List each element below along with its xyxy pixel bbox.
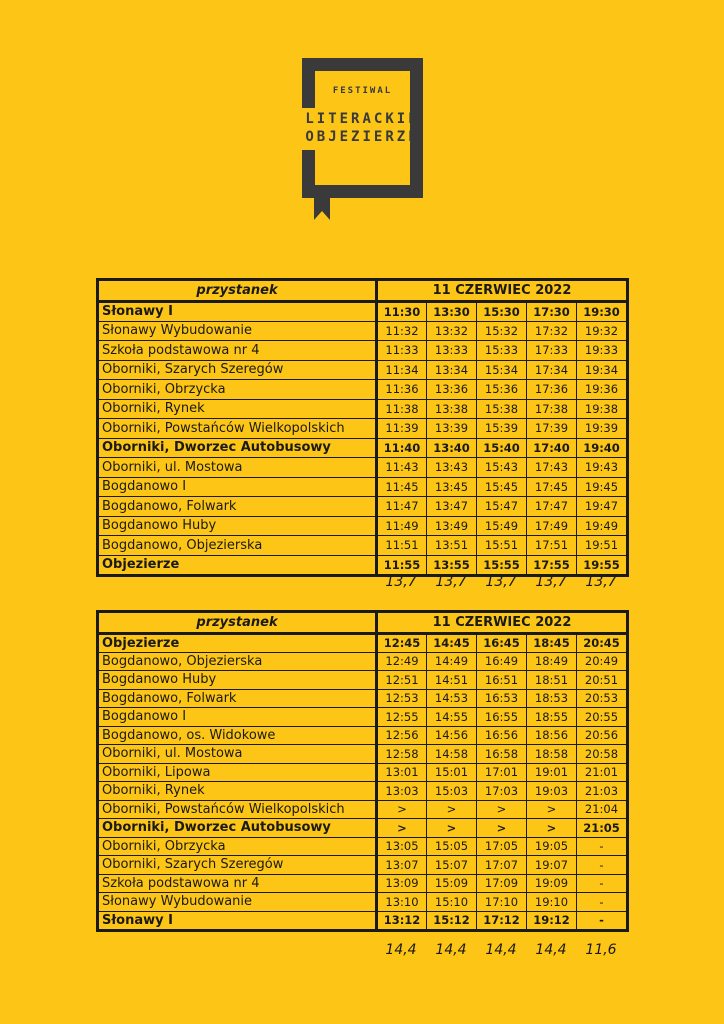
departure-time: 13:45: [427, 477, 477, 497]
departure-time: 20:53: [577, 689, 627, 708]
logo-line-3: OBJEZIERZE: [305, 129, 420, 145]
departure-time: 15:39: [477, 419, 527, 439]
distance-km: 13,7: [585, 574, 617, 590]
departure-time: 15:05: [427, 837, 477, 856]
departure-time: 19:34: [577, 360, 627, 380]
departure-time: 12:49: [377, 652, 427, 671]
distance-row-outbound: [376, 574, 626, 590]
table-row: [99, 438, 627, 458]
stop-name: Oborniki, Powstańców Wielkopolskich: [99, 419, 377, 439]
departure-time: 16:55: [477, 708, 527, 727]
stop-name: Oborniki, Rynek: [99, 399, 377, 419]
stop-name: Słonawy I: [99, 911, 377, 930]
table-row: [99, 689, 627, 708]
stop-name: Objezierze: [99, 634, 377, 653]
departure-time: 19:12: [527, 911, 577, 930]
departure-time: 13:33: [427, 341, 477, 361]
departure-time: 11:32: [377, 321, 427, 341]
departure-time: 19:49: [577, 516, 627, 536]
stop-name: Oborniki, Dworzec Autobusowy: [99, 438, 377, 458]
table-row: [99, 321, 627, 341]
departure-time: 15:47: [477, 497, 527, 517]
departure-time: 21:03: [577, 782, 627, 801]
departure-time: 13:34: [427, 360, 477, 380]
timetable-return: [98, 612, 627, 930]
departure-time: 19:03: [527, 782, 577, 801]
distance-km: 13,7: [535, 574, 567, 590]
stop-name: Szkoła podstawowa nr 4: [99, 874, 377, 893]
departure-time: -: [577, 911, 627, 930]
table-row: [99, 856, 627, 875]
distance-km: 14,4: [485, 942, 517, 958]
departure-time: 17:39: [527, 419, 577, 439]
departure-time: 21:05: [577, 819, 627, 838]
departure-time: 17:30: [527, 302, 577, 322]
departure-time: 19:09: [527, 874, 577, 893]
departure-time: 17:40: [527, 438, 577, 458]
stop-name: Oborniki, ul. Mostowa: [99, 458, 377, 478]
departure-time: 19:05: [527, 837, 577, 856]
departure-time: 14:51: [427, 671, 477, 690]
table-row: [99, 302, 627, 322]
departure-time: 21:04: [577, 800, 627, 819]
departure-time: 19:45: [577, 477, 627, 497]
stop-name: Oborniki, Obrzycka: [99, 380, 377, 400]
stop-name: Oborniki, Lipowa: [99, 763, 377, 782]
stop-name: Oborniki, Szarych Szeregów: [99, 360, 377, 380]
table-row: [99, 782, 627, 801]
departure-time: 18:58: [527, 745, 577, 764]
departure-time: 17:01: [477, 763, 527, 782]
departure-time: 18:56: [527, 726, 577, 745]
table-row: [99, 726, 627, 745]
departure-time: 17:51: [527, 536, 577, 556]
departure-time: 15:30: [477, 302, 527, 322]
departure-time: 17:36: [527, 380, 577, 400]
table-row: [99, 380, 627, 400]
stop-name: Bogdanowo, Folwark: [99, 497, 377, 517]
departure-time: >: [427, 800, 477, 819]
departure-time: 15:49: [477, 516, 527, 536]
departure-time: 17:55: [527, 555, 577, 575]
departure-time: 15:09: [427, 874, 477, 893]
departure-time: 20:45: [577, 634, 627, 653]
departure-time: 12:45: [377, 634, 427, 653]
table-row: [99, 536, 627, 556]
departure-time: >: [527, 800, 577, 819]
departure-time: 12:58: [377, 745, 427, 764]
table-row: [99, 555, 627, 575]
departure-time: 13:03: [377, 782, 427, 801]
departure-time: 13:12: [377, 911, 427, 930]
stop-name: Bogdanowo, Objezierska: [99, 536, 377, 556]
departure-time: 13:40: [427, 438, 477, 458]
departure-time: 14:49: [427, 652, 477, 671]
table-row: [99, 497, 627, 517]
departure-time: 17:34: [527, 360, 577, 380]
distance-km: 13,7: [385, 574, 417, 590]
departure-time: 13:49: [427, 516, 477, 536]
departure-time: 19:32: [577, 321, 627, 341]
departure-time: 11:40: [377, 438, 427, 458]
departure-time: 17:09: [477, 874, 527, 893]
departure-time: 17:33: [527, 341, 577, 361]
departure-time: 17:45: [527, 477, 577, 497]
table-row: [99, 671, 627, 690]
departure-time: 17:03: [477, 782, 527, 801]
stop-name: Oborniki, Powstańców Wielkopolskich: [99, 800, 377, 819]
departure-time: 17:32: [527, 321, 577, 341]
table-row: [99, 360, 627, 380]
departure-time: >: [527, 819, 577, 838]
departure-time: 19:55: [577, 555, 627, 575]
header-date: 11 CZERWIEC 2022: [377, 613, 627, 634]
departure-time: 19:40: [577, 438, 627, 458]
departure-time: 12:53: [377, 689, 427, 708]
departure-time: 13:32: [427, 321, 477, 341]
stop-name: Oborniki, Rynek: [99, 782, 377, 801]
departure-time: 16:49: [477, 652, 527, 671]
stop-name: Słonawy Wybudowanie: [99, 321, 377, 341]
departure-time: 14:56: [427, 726, 477, 745]
header-stop: przystanek: [99, 281, 377, 302]
stop-name: Szkoła podstawowa nr 4: [99, 341, 377, 361]
stop-name: Bogdanowo, Folwark: [99, 689, 377, 708]
departure-time: 13:10: [377, 893, 427, 912]
departure-time: 20:49: [577, 652, 627, 671]
departure-time: 15:51: [477, 536, 527, 556]
departure-time: 15:43: [477, 458, 527, 478]
departure-time: 18:45: [527, 634, 577, 653]
stop-name: Oborniki, Szarych Szeregów: [99, 856, 377, 875]
departure-time: 17:49: [527, 516, 577, 536]
departure-time: 15:01: [427, 763, 477, 782]
departure-time: 20:56: [577, 726, 627, 745]
departure-time: 18:55: [527, 708, 577, 727]
table-row: [99, 419, 627, 439]
departure-time: 15:32: [477, 321, 527, 341]
departure-time: 13:38: [427, 399, 477, 419]
departure-time: 11:33: [377, 341, 427, 361]
distance-km: 13,7: [435, 574, 467, 590]
table-row: [99, 516, 627, 536]
departure-time: 13:55: [427, 555, 477, 575]
distance-km: 11,6: [585, 942, 617, 958]
departure-time: 15:10: [427, 893, 477, 912]
departure-time: 13:30: [427, 302, 477, 322]
departure-time: 19:01: [527, 763, 577, 782]
departure-time: 14:58: [427, 745, 477, 764]
departure-time: 11:55: [377, 555, 427, 575]
departure-time: 11:36: [377, 380, 427, 400]
departure-time: 17:43: [527, 458, 577, 478]
departure-time: 19:47: [577, 497, 627, 517]
departure-time: 11:30: [377, 302, 427, 322]
festival-logo: [302, 58, 423, 220]
departure-time: 18:51: [527, 671, 577, 690]
departure-time: 20:58: [577, 745, 627, 764]
departure-time: -: [577, 893, 627, 912]
departure-time: 14:45: [427, 634, 477, 653]
departure-time: 19:36: [577, 380, 627, 400]
departure-time: 19:43: [577, 458, 627, 478]
departure-time: 13:51: [427, 536, 477, 556]
table-row: [99, 819, 627, 838]
departure-time: 18:49: [527, 652, 577, 671]
departure-time: 16:56: [477, 726, 527, 745]
departure-time: 15:55: [477, 555, 527, 575]
departure-time: -: [577, 837, 627, 856]
departure-time: 16:51: [477, 671, 527, 690]
departure-time: 19:38: [577, 399, 627, 419]
timetable-outbound: [98, 280, 627, 575]
stop-name: Bogdanowo Huby: [99, 671, 377, 690]
departure-time: 13:47: [427, 497, 477, 517]
departure-time: 13:05: [377, 837, 427, 856]
departure-time: >: [377, 800, 427, 819]
table-row: [99, 763, 627, 782]
departure-time: 16:58: [477, 745, 527, 764]
departure-time: 13:01: [377, 763, 427, 782]
departure-time: 13:36: [427, 380, 477, 400]
departure-time: 11:51: [377, 536, 427, 556]
distance-km: 14,4: [435, 942, 467, 958]
departure-time: 11:38: [377, 399, 427, 419]
departure-time: 13:07: [377, 856, 427, 875]
table-row: [99, 837, 627, 856]
stop-name: Bogdanowo, Objezierska: [99, 652, 377, 671]
stop-name: Bogdanowo Huby: [99, 516, 377, 536]
table-row: [99, 458, 627, 478]
stop-name: Słonawy Wybudowanie: [99, 893, 377, 912]
departure-time: 17:38: [527, 399, 577, 419]
departure-time: 19:30: [577, 302, 627, 322]
table-row: [99, 745, 627, 764]
stop-name: Bogdanowo I: [99, 708, 377, 727]
departure-time: 18:53: [527, 689, 577, 708]
departure-time: >: [427, 819, 477, 838]
logo-line-1: FESTIWAL: [332, 86, 393, 96]
stop-name: Objezierze: [99, 555, 377, 575]
departure-time: 17:12: [477, 911, 527, 930]
departure-time: 14:55: [427, 708, 477, 727]
table-row: [99, 911, 627, 930]
departure-time: 17:47: [527, 497, 577, 517]
table-row: [99, 341, 627, 361]
departure-time: 15:03: [427, 782, 477, 801]
departure-time: 15:12: [427, 911, 477, 930]
departure-time: 11:34: [377, 360, 427, 380]
table-row: [99, 652, 627, 671]
departure-time: -: [577, 856, 627, 875]
stop-name: Bogdanowo, os. Widokowe: [99, 726, 377, 745]
departure-time: 14:53: [427, 689, 477, 708]
departure-time: 19:10: [527, 893, 577, 912]
departure-time: 20:51: [577, 671, 627, 690]
departure-time: 15:38: [477, 399, 527, 419]
table-row: [99, 874, 627, 893]
departure-time: 11:45: [377, 477, 427, 497]
distance-row-return: [376, 942, 626, 958]
departure-time: 15:07: [427, 856, 477, 875]
departure-time: 12:56: [377, 726, 427, 745]
departure-time: -: [577, 874, 627, 893]
table-row: [99, 399, 627, 419]
departure-time: 19:33: [577, 341, 627, 361]
departure-time: 16:53: [477, 689, 527, 708]
table-row: [99, 800, 627, 819]
distance-km: 13,7: [485, 574, 517, 590]
departure-time: >: [477, 819, 527, 838]
stop-name: Słonawy I: [99, 302, 377, 322]
departure-time: 13:39: [427, 419, 477, 439]
distance-km: 14,4: [385, 942, 417, 958]
departure-time: 12:55: [377, 708, 427, 727]
departure-time: 17:05: [477, 837, 527, 856]
departure-time: >: [477, 800, 527, 819]
departure-time: 17:10: [477, 893, 527, 912]
departure-time: 15:36: [477, 380, 527, 400]
table-row: [99, 634, 627, 653]
stop-name: Oborniki, Dworzec Autobusowy: [99, 819, 377, 838]
stop-name: Oborniki, ul. Mostowa: [99, 745, 377, 764]
departure-time: >: [377, 819, 427, 838]
departure-time: 15:45: [477, 477, 527, 497]
departure-time: 11:43: [377, 458, 427, 478]
stop-name: Bogdanowo I: [99, 477, 377, 497]
departure-time: 19:51: [577, 536, 627, 556]
departure-time: 15:33: [477, 341, 527, 361]
departure-time: 16:45: [477, 634, 527, 653]
distance-km: 14,4: [535, 942, 567, 958]
table-row: [99, 477, 627, 497]
departure-time: 13:09: [377, 874, 427, 893]
table-row: [99, 708, 627, 727]
departure-time: 19:39: [577, 419, 627, 439]
departure-time: 15:34: [477, 360, 527, 380]
departure-time: 11:47: [377, 497, 427, 517]
departure-time: 20:55: [577, 708, 627, 727]
departure-time: 11:49: [377, 516, 427, 536]
departure-time: 13:43: [427, 458, 477, 478]
departure-time: 11:39: [377, 419, 427, 439]
header-date: 11 CZERWIEC 2022: [377, 281, 627, 302]
departure-time: 19:07: [527, 856, 577, 875]
logo-line-2: LITERACKIE: [305, 111, 420, 127]
departure-time: 12:51: [377, 671, 427, 690]
stop-name: Oborniki, Obrzycka: [99, 837, 377, 856]
departure-time: 15:40: [477, 438, 527, 458]
table-row: [99, 893, 627, 912]
departure-time: 17:07: [477, 856, 527, 875]
departure-time: 21:01: [577, 763, 627, 782]
header-stop: przystanek: [99, 613, 377, 634]
